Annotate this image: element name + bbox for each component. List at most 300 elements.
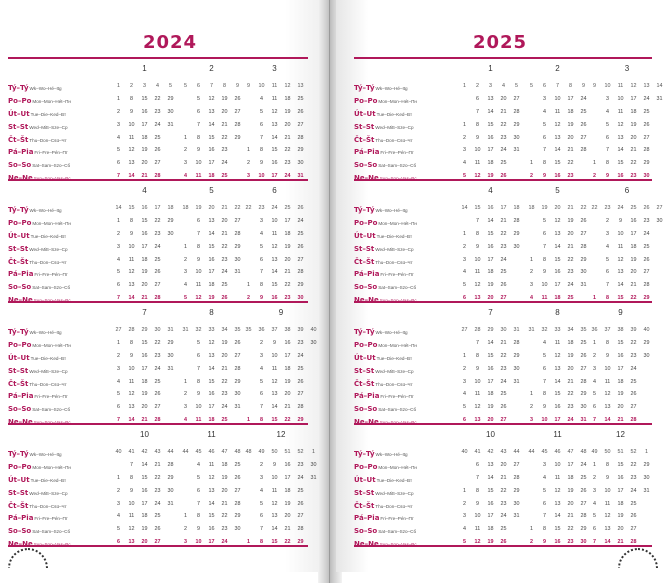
day-cell: 22	[221, 134, 228, 141]
day-cell: 22	[500, 121, 507, 128]
day-cell: 20	[284, 121, 291, 128]
day-cell: 30	[643, 352, 650, 359]
week-number: 6	[543, 83, 546, 89]
day-cell: 5	[117, 391, 120, 398]
day-cell: 14	[604, 417, 611, 424]
day-cell: 17	[487, 147, 494, 154]
day-cell: 29	[297, 147, 304, 154]
day-cell	[525, 485, 538, 498]
week-number: 31	[513, 327, 520, 333]
day-cell: 28	[643, 147, 650, 154]
weekday-label-main: Út–Ut	[8, 109, 30, 118]
day-cell: 31	[234, 269, 241, 276]
week-number: 39	[630, 327, 637, 333]
week-number: 24	[271, 205, 278, 211]
day-row	[242, 337, 320, 350]
month-number: 8	[555, 308, 560, 317]
day-row	[179, 363, 244, 376]
day-cell: 22	[154, 95, 161, 102]
day-cell: 22	[500, 487, 507, 494]
day-cell: 6	[543, 134, 546, 141]
day-row	[458, 459, 523, 472]
weekday-label-row	[8, 202, 112, 215]
week-number: 42	[141, 449, 148, 455]
day-cell: 27	[580, 134, 587, 141]
day-cell	[653, 132, 666, 145]
weekday-label-row	[8, 459, 112, 472]
day-cell: 19	[567, 217, 574, 224]
day-cell: 3	[593, 365, 596, 372]
day-cell: 19	[630, 121, 637, 128]
day-cell: 8	[130, 217, 133, 224]
day-cell	[458, 459, 471, 472]
weekday-label-main: Čt–Št	[354, 257, 375, 266]
weekday-label-row	[8, 485, 112, 498]
day-cell: 26	[580, 487, 587, 494]
day-cell: 12	[554, 487, 561, 494]
week-number: 31	[528, 327, 535, 333]
day-cell	[510, 279, 523, 292]
day-row	[525, 376, 590, 389]
weekday-label-row	[354, 215, 458, 228]
day-cell: 28	[167, 461, 174, 468]
day-row	[525, 241, 590, 254]
day-cell: 1	[463, 352, 466, 359]
day-row	[242, 254, 307, 267]
day-cell: 18	[487, 526, 494, 533]
day-row	[588, 279, 666, 292]
day-cell: 2	[463, 243, 466, 250]
day-cell: 9	[543, 539, 546, 546]
weekday-label-translations: Wed–Mitt–Sze–Ср	[29, 490, 68, 496]
weekday-label-translations: Tue–Die–Ked–Вт	[376, 355, 413, 361]
day-cell: 23	[221, 526, 228, 533]
day-cell: 14	[487, 474, 494, 481]
week-number: 4	[156, 83, 159, 89]
day-cell: 17	[284, 474, 291, 481]
day-cell: 27	[500, 295, 507, 302]
day-cell: 5	[117, 269, 120, 276]
day-cell: 12	[604, 391, 611, 398]
day-cell: 27	[234, 352, 241, 359]
day-cell: 1	[530, 526, 533, 533]
day-row	[525, 337, 590, 350]
day-cell: 28	[297, 404, 304, 411]
weekday-label-main: Tý–Tý	[354, 84, 375, 92]
day-cell: 2	[593, 474, 596, 481]
day-cell: 13	[604, 526, 611, 533]
day-cell: 18	[630, 243, 637, 250]
day-cell: 15	[208, 243, 215, 250]
day-cell: 15	[271, 539, 278, 546]
day-cell: 27	[643, 269, 650, 276]
day-cell: 1	[530, 391, 533, 398]
day-cell: 4	[260, 365, 263, 372]
day-cell	[653, 254, 666, 267]
day-cell: 9	[197, 256, 200, 263]
day-cell: 19	[221, 474, 228, 481]
day-cell	[242, 266, 255, 279]
day-cell: 1	[247, 539, 250, 546]
week-number: 18	[182, 205, 189, 211]
weekday-label-main: Tý–Tý	[354, 450, 375, 458]
day-cell	[242, 337, 255, 350]
weekday-label-row	[354, 279, 458, 292]
day-cell: 7	[197, 500, 200, 507]
day-cell	[242, 363, 255, 376]
day-cell	[653, 279, 666, 292]
weekday-label-translations: Thu–Don–Csü–Чт	[375, 381, 413, 387]
day-cell: 29	[234, 513, 241, 520]
day-cell: 29	[167, 217, 174, 224]
day-cell	[164, 536, 177, 549]
day-cell: 29	[167, 95, 174, 102]
day-row	[112, 401, 177, 414]
day-cell: 20	[500, 95, 507, 102]
day-cell: 3	[184, 269, 187, 276]
week-number: 32	[541, 327, 548, 333]
day-cell	[242, 459, 255, 472]
week-number: 22	[234, 205, 241, 211]
day-row	[458, 536, 523, 549]
day-row	[179, 459, 244, 472]
day-cell: 15	[487, 487, 494, 494]
day-cell: 11	[271, 487, 278, 494]
weekday-label-main: Pá–Pia	[8, 148, 34, 157]
day-cell: 29	[643, 160, 650, 167]
weekday-label-translations: Sat–Sam–Szo–Сб	[378, 529, 417, 535]
day-cell: 2	[593, 352, 596, 359]
day-cell	[588, 119, 601, 132]
week-number: 50	[604, 449, 611, 455]
day-cell: 10	[604, 365, 611, 372]
day-cell: 8	[606, 160, 609, 167]
day-cell: 8	[543, 526, 546, 533]
weekday-label-main: Čt–Št	[354, 501, 375, 510]
day-cell: 9	[260, 295, 263, 302]
weekday-label-translations: Sat–Sam–Szo–Сб	[32, 285, 71, 291]
day-cell: 30	[643, 173, 650, 180]
day-cell: 7	[606, 147, 609, 154]
week-number: 10	[258, 83, 265, 89]
day-row	[525, 132, 590, 145]
day-cell: 18	[221, 461, 228, 468]
day-cell: 11	[474, 160, 481, 167]
day-cell: 22	[500, 230, 507, 237]
day-cell: 23	[284, 295, 291, 302]
day-cell: 7	[260, 404, 263, 411]
day-cell: 3	[543, 95, 546, 102]
day-cell: 24	[284, 173, 291, 180]
day-cell: 14	[617, 147, 624, 154]
day-row	[112, 254, 177, 267]
day-cell	[242, 498, 255, 511]
day-cell: 16	[208, 526, 215, 533]
day-cell: 28	[513, 339, 520, 346]
day-cell: 9	[197, 526, 200, 533]
weekday-label-translations: Sun–Son–Vas–Вс	[33, 542, 71, 548]
day-row	[588, 254, 666, 267]
day-cell: 28	[580, 513, 587, 520]
day-cell: 26	[234, 474, 241, 481]
weekday-label-translations: Mon–Mon–Hét–Пн	[378, 220, 417, 226]
day-cell: 23	[221, 147, 228, 154]
day-cell	[640, 376, 653, 389]
day-cell: 3	[260, 217, 263, 224]
day-row	[242, 106, 307, 119]
day-cell: 27	[297, 256, 304, 263]
day-cell: 10	[128, 121, 135, 128]
day-cell: 3	[593, 487, 596, 494]
day-cell: 16	[271, 295, 278, 302]
day-cell: 20	[221, 217, 228, 224]
day-cell: 16	[487, 243, 494, 250]
week-number: 20	[554, 205, 561, 211]
day-cell: 21	[500, 339, 507, 346]
day-cell: 24	[297, 217, 304, 224]
day-cell: 4	[463, 269, 466, 276]
day-cell: 27	[297, 513, 304, 520]
day-cell: 5	[260, 500, 263, 507]
day-cell: 15	[141, 95, 148, 102]
day-cell: 5	[463, 173, 466, 180]
week-number-row	[179, 202, 244, 215]
week-number: 14	[656, 83, 663, 89]
weekday-label-translations: Tue–Die–Ked–Вт	[30, 355, 67, 361]
day-cell: 13	[604, 404, 611, 411]
day-cell	[164, 414, 177, 427]
day-row	[112, 215, 177, 228]
day-cell: 8	[260, 282, 263, 289]
day-cell: 9	[476, 134, 479, 141]
day-row	[112, 119, 177, 132]
day-cell	[525, 119, 538, 132]
day-cell: 7	[197, 365, 200, 372]
day-row	[179, 523, 244, 536]
week-number-row	[242, 324, 320, 337]
day-cell	[242, 485, 255, 498]
day-cell: 2	[117, 108, 120, 115]
day-cell: 8	[260, 147, 263, 154]
day-cell: 16	[617, 352, 624, 359]
day-cell	[525, 132, 538, 145]
day-cell: 19	[284, 243, 291, 250]
month-number: 7	[488, 308, 493, 317]
week-number: 16	[487, 205, 494, 211]
day-cell: 8	[606, 461, 609, 468]
day-row	[179, 337, 244, 350]
day-row	[458, 337, 523, 350]
weekday-label-translations: Sun–Son–Vas–Вс	[379, 420, 417, 426]
week-number: 27	[115, 327, 122, 333]
month-block	[179, 306, 244, 427]
weekday-label-main: Pá–Pia	[8, 392, 34, 401]
day-cell: 17	[617, 487, 624, 494]
day-cell: 30	[167, 108, 174, 115]
day-cell: 7	[593, 539, 596, 546]
day-cell: 3	[117, 243, 120, 250]
week-number: 1	[312, 449, 315, 455]
weekday-label-main: Ne–Ne	[8, 174, 33, 183]
day-row	[458, 523, 523, 536]
weekday-label-main: St–St	[354, 122, 375, 131]
day-cell: 7	[197, 230, 200, 237]
day-cell: 24	[154, 243, 161, 250]
week-number: 52	[630, 449, 637, 455]
day-cell: 12	[554, 121, 561, 128]
day-cell: 29	[513, 487, 520, 494]
day-cell	[588, 279, 601, 292]
day-row	[242, 215, 307, 228]
day-row	[112, 414, 177, 427]
day-row	[179, 376, 244, 389]
day-cell: 27	[580, 500, 587, 507]
day-cell	[640, 388, 653, 401]
day-row	[588, 106, 666, 119]
day-cell	[242, 119, 255, 132]
month-block	[458, 184, 523, 305]
day-cell: 11	[195, 417, 202, 424]
day-cell: 14	[128, 295, 135, 302]
day-cell: 9	[130, 352, 133, 359]
day-cell: 15	[271, 417, 278, 424]
month-number: 7	[142, 308, 147, 317]
weekday-label-row	[8, 266, 112, 279]
day-cell: 17	[208, 269, 215, 276]
day-cell	[242, 215, 255, 228]
day-row	[588, 401, 653, 414]
day-cell: 24	[221, 404, 228, 411]
week-number: 13	[297, 83, 304, 89]
weekday-label-translations: Fri–Fre–Pén–Пт	[380, 394, 414, 400]
day-cell	[653, 106, 666, 119]
day-cell	[242, 523, 255, 536]
day-row	[179, 498, 244, 511]
day-cell	[525, 498, 538, 511]
day-cell: 4	[463, 391, 466, 398]
weekday-label-main: Út–Ut	[354, 475, 376, 484]
day-cell: 2	[117, 352, 120, 359]
day-cell: 18	[617, 378, 624, 385]
day-cell: 15	[141, 217, 148, 224]
weekday-label-translations: Sun–Son–Vas–Вс	[33, 176, 71, 182]
day-cell: 13	[271, 121, 278, 128]
day-cell	[525, 215, 538, 228]
month-number: 1	[488, 64, 493, 73]
week-number: 27	[656, 205, 663, 211]
month-number: 11	[553, 430, 562, 439]
day-cell: 27	[234, 487, 241, 494]
day-row	[588, 132, 666, 145]
week-number: 50	[271, 449, 278, 455]
day-cell: 16	[554, 404, 561, 411]
day-cell: 12	[128, 526, 135, 533]
day-cell: 26	[500, 282, 507, 289]
month-block	[458, 428, 523, 549]
week-number: 20	[208, 205, 215, 211]
day-cell: 28	[234, 500, 241, 507]
day-cell: 6	[260, 391, 263, 398]
week-number: 31	[167, 327, 174, 333]
weekday-label-main: So–So	[8, 405, 32, 414]
day-row	[112, 337, 177, 350]
day-cell: 5	[543, 121, 546, 128]
year-title: 2024	[142, 32, 198, 53]
week-number: 35	[245, 327, 252, 333]
day-cell: 30	[297, 295, 304, 302]
day-cell: 5	[593, 391, 596, 398]
week-number: 22	[591, 205, 598, 211]
week-number-row	[525, 324, 590, 337]
week-number: 9	[593, 83, 596, 89]
day-cell: 11	[271, 365, 278, 372]
day-row	[525, 170, 590, 183]
day-cell: 27	[513, 461, 520, 468]
day-row	[242, 170, 307, 183]
day-cell: 25	[221, 173, 228, 180]
day-cell: 23	[567, 539, 574, 546]
day-cell: 23	[630, 173, 637, 180]
day-cell: 5	[463, 282, 466, 289]
day-row	[458, 401, 523, 414]
week-number: 22	[580, 205, 587, 211]
day-cell: 19	[284, 500, 291, 507]
day-cell: 21	[500, 108, 507, 115]
day-row	[242, 459, 320, 472]
day-cell: 4	[117, 134, 120, 141]
day-cell: 27	[154, 160, 161, 167]
week-number: 28	[474, 327, 481, 333]
day-cell: 28	[234, 365, 241, 372]
week-number: 25	[630, 205, 637, 211]
day-cell: 21	[617, 539, 624, 546]
week-number-row	[179, 80, 244, 93]
day-cell: 17	[284, 352, 291, 359]
day-cell: 28	[580, 378, 587, 385]
week-number: 3	[489, 83, 492, 89]
day-cell: 23	[500, 134, 507, 141]
day-cell: 9	[476, 365, 479, 372]
day-row	[112, 459, 177, 472]
day-cell: 13	[617, 269, 624, 276]
day-cell: 10	[541, 282, 548, 289]
day-row	[112, 170, 177, 183]
day-cell	[525, 228, 538, 241]
day-cell: 23	[643, 217, 650, 224]
week-number: 18	[513, 205, 520, 211]
day-cell: 2	[184, 526, 187, 533]
day-row	[458, 241, 523, 254]
day-cell: 14	[208, 365, 215, 372]
day-cell: 7	[476, 108, 479, 115]
day-cell: 15	[617, 295, 624, 302]
day-row	[112, 510, 177, 523]
day-cell: 1	[184, 378, 187, 385]
month-block	[242, 306, 320, 427]
day-cell: 30	[234, 391, 241, 398]
day-cell: 10	[271, 474, 278, 481]
weekday-label-main: St–St	[8, 244, 29, 253]
day-cell: 30	[167, 487, 174, 494]
day-cell: 11	[128, 134, 135, 141]
month-block	[112, 428, 177, 549]
day-cell	[164, 170, 177, 183]
week-number: 39	[297, 327, 304, 333]
day-cell: 4	[197, 461, 200, 468]
weekday-label-row	[8, 324, 112, 337]
day-cell	[588, 228, 601, 241]
weekday-label-row	[354, 119, 458, 132]
